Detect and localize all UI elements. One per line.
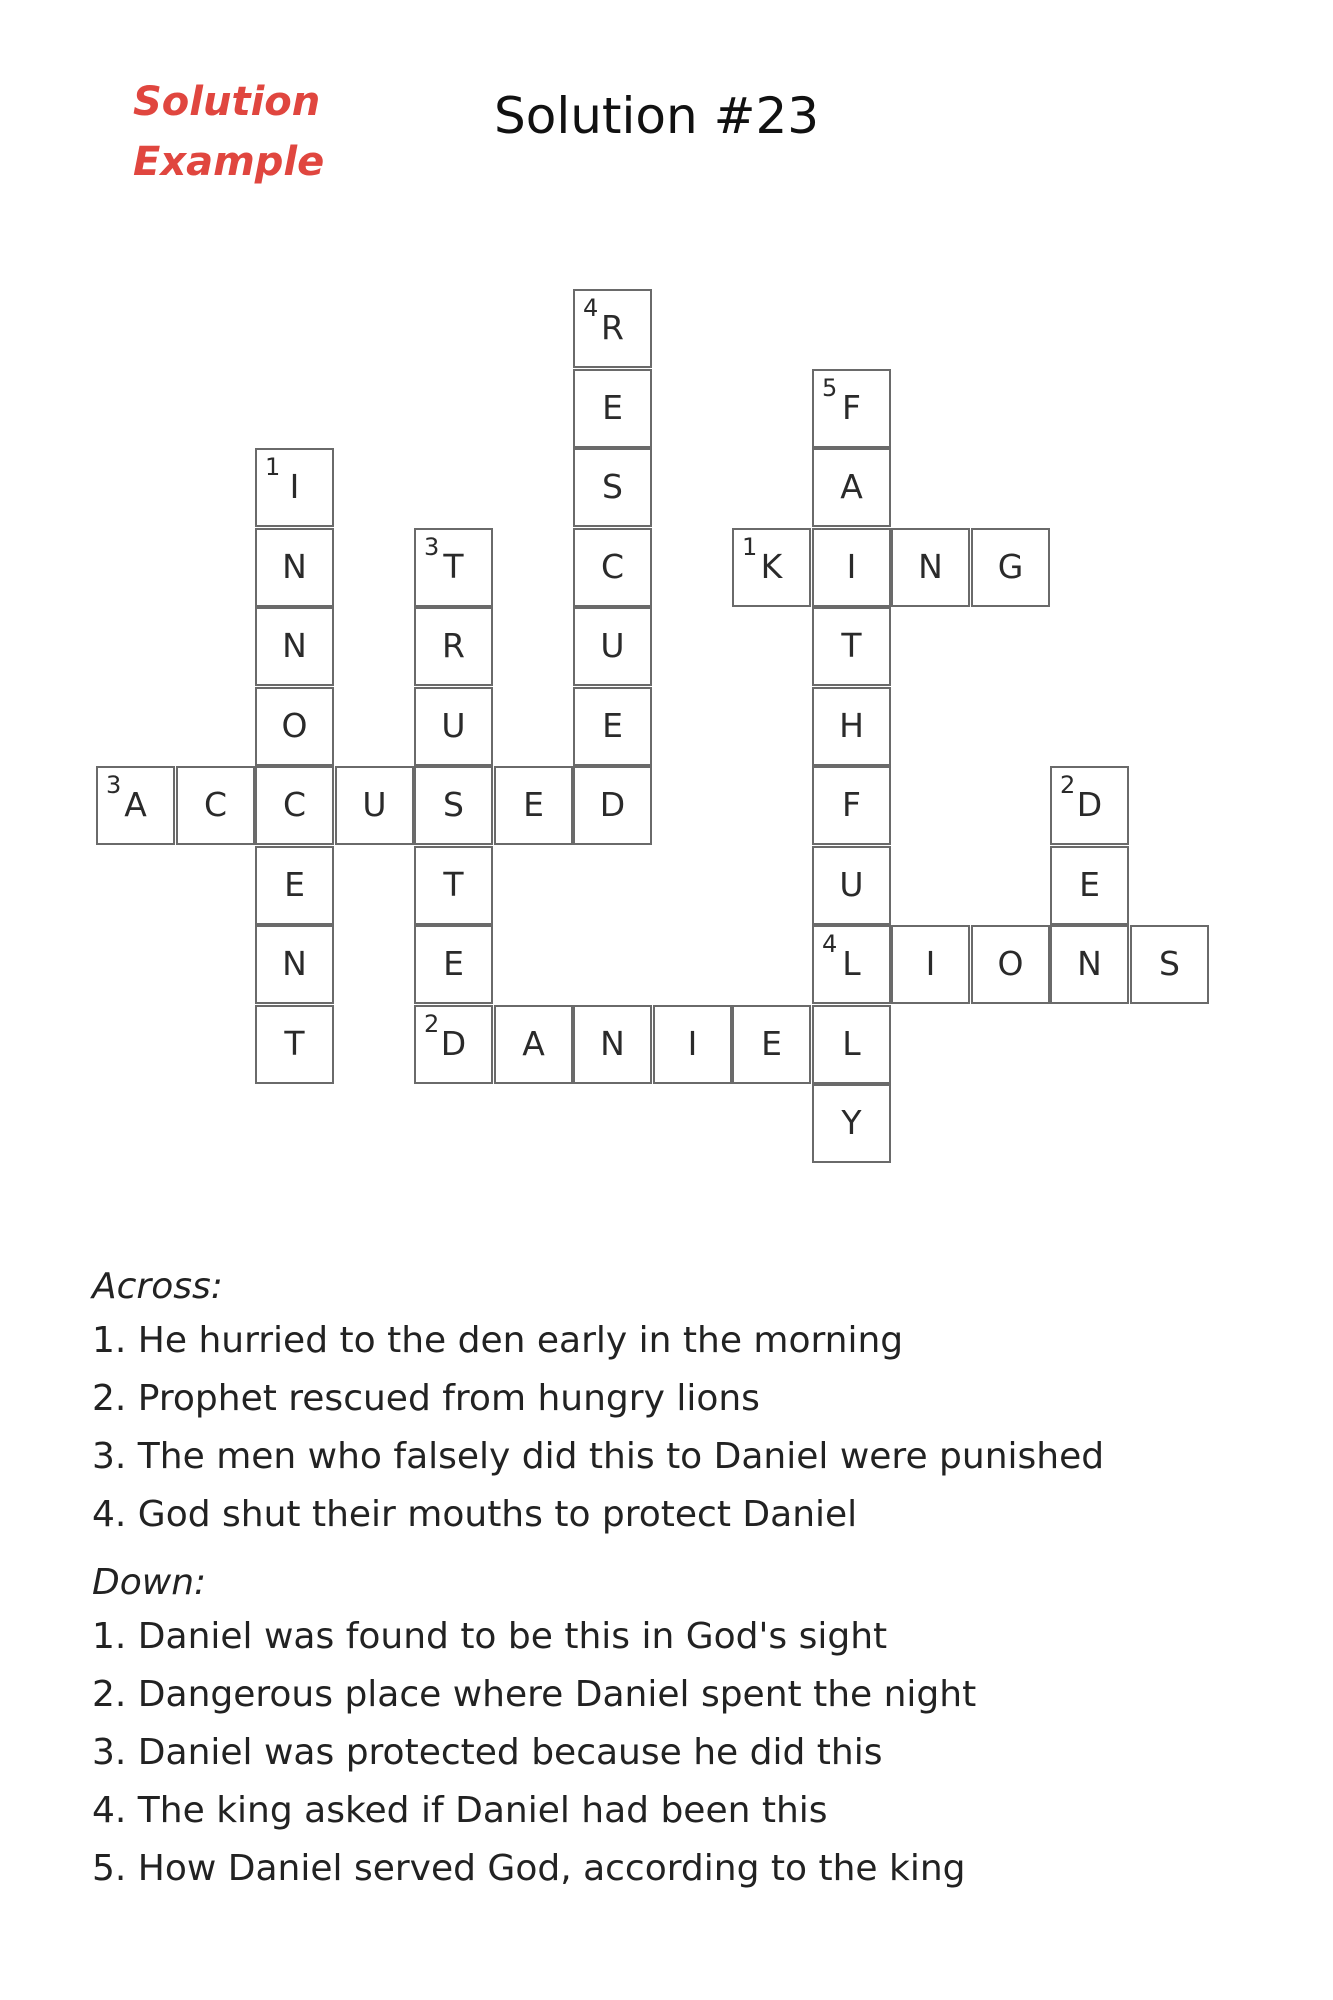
cell-letter: Y — [841, 1103, 862, 1142]
grid-cell — [255, 846, 334, 925]
grid-cell — [96, 766, 175, 845]
grid-cell — [573, 289, 652, 368]
grid-cell — [414, 925, 493, 1004]
grid-cell — [812, 607, 891, 686]
down-clue-list — [92, 1608, 1272, 1898]
cell-letter: C — [600, 547, 625, 586]
cell-letter: G — [997, 547, 1024, 586]
cell-letter: K — [760, 547, 783, 586]
cell-letter: O — [281, 706, 308, 745]
clue-number: 1 — [265, 453, 281, 481]
grid-cell — [414, 1005, 493, 1084]
cell-letter: E — [602, 706, 623, 745]
grid-cell — [891, 528, 970, 607]
grid-cell — [414, 846, 493, 925]
across-clue-2: 2. Prophet rescued from hungry lions — [92, 1378, 760, 1419]
cell-letter: F — [842, 785, 861, 824]
cell-letter: I — [846, 547, 857, 586]
cell-letter: T — [841, 626, 862, 665]
cell-letter: I — [289, 467, 300, 506]
cell-letter: L — [842, 1024, 861, 1063]
label-line-2: Example — [133, 139, 325, 185]
grid-cell — [573, 687, 652, 766]
grid-cell — [573, 1005, 652, 1084]
grid-cell — [1050, 846, 1129, 925]
clue-number: 5 — [822, 374, 838, 402]
cell-letter: U — [362, 785, 387, 824]
grid-cell — [573, 607, 652, 686]
cell-letter: E — [602, 388, 623, 427]
grid-cell — [1130, 925, 1209, 1004]
down-clue-5: 5. How Daniel served God, according to the king — [92, 1848, 966, 1889]
cell-letter: T — [443, 547, 464, 586]
grid-cell — [255, 925, 334, 1004]
clue-number: 2 — [424, 1010, 440, 1038]
grid-cell — [812, 448, 891, 527]
grid-cell — [812, 687, 891, 766]
cell-letter: N — [282, 626, 307, 665]
cell-letter: E — [284, 865, 305, 904]
grid-cell — [732, 528, 811, 607]
grid-cell — [335, 766, 414, 845]
grid-cell — [414, 528, 493, 607]
grid-cell — [255, 1005, 334, 1084]
cell-letter: A — [840, 467, 863, 506]
cell-letter: R — [442, 626, 465, 665]
clue-number: 1 — [742, 533, 758, 561]
grid-cell — [971, 925, 1050, 1004]
grid-cell — [812, 528, 891, 607]
page-title: Solution #23 — [494, 87, 820, 145]
label-line-1: Solution — [133, 79, 321, 125]
cell-letter: E — [761, 1024, 782, 1063]
cell-letter: D — [1076, 785, 1103, 824]
grid-cell — [494, 1005, 573, 1084]
grid-cell — [573, 528, 652, 607]
cell-letter: N — [600, 1024, 625, 1063]
grid-cell — [414, 766, 493, 845]
grid-cell — [255, 448, 334, 527]
cell-letter: D — [440, 1024, 467, 1063]
grid-cell — [812, 925, 891, 1004]
clue-number: 4 — [583, 294, 599, 322]
cell-letter: N — [1077, 944, 1102, 983]
clues-section — [92, 1262, 1272, 1898]
grid-cell — [573, 448, 652, 527]
cell-letter: N — [918, 547, 943, 586]
down-heading: Down: — [92, 1562, 207, 1603]
cell-letter: C — [282, 785, 307, 824]
down-clue-4: 4. The king asked if Daniel had been this — [92, 1790, 828, 1831]
cell-letter: U — [839, 865, 864, 904]
grid-cell — [414, 687, 493, 766]
down-clue-1: 1. Daniel was found to be this in God's sight — [92, 1616, 888, 1657]
cell-letter: S — [1159, 944, 1180, 983]
grid-cell — [176, 766, 255, 845]
across-heading: Across: — [92, 1266, 223, 1307]
down-clue-2: 2. Dangerous place where Daniel spent the night — [92, 1674, 977, 1715]
cell-letter: I — [925, 944, 936, 983]
cell-letter: E — [1079, 865, 1100, 904]
down-clue-3: 3. Daniel was protected because he did this — [92, 1732, 883, 1773]
grid-cell — [732, 1005, 811, 1084]
cell-letter: U — [600, 626, 625, 665]
grid-cell — [1050, 925, 1129, 1004]
across-clue-list — [92, 1312, 1272, 1544]
grid-cell — [653, 1005, 732, 1084]
cell-letter: T — [443, 865, 464, 904]
grid-cell — [812, 766, 891, 845]
cell-letter: S — [602, 467, 623, 506]
grid-cell — [971, 528, 1050, 607]
grid-cell — [255, 607, 334, 686]
clue-number: 3 — [424, 533, 440, 561]
grid-cell — [255, 766, 334, 845]
cell-letter: C — [203, 785, 228, 824]
cell-letter: N — [282, 547, 307, 586]
grid-cell — [812, 846, 891, 925]
grid-cell — [812, 1005, 891, 1084]
cell-letter: H — [839, 706, 864, 745]
grid-cell — [414, 607, 493, 686]
cell-letter: N — [282, 944, 307, 983]
grid-cell — [255, 528, 334, 607]
cell-letter: E — [443, 944, 464, 983]
grid-cell — [812, 369, 891, 448]
cell-letter: L — [842, 944, 861, 983]
cell-letter: I — [687, 1024, 698, 1063]
cell-letter: T — [284, 1024, 305, 1063]
grid-cell — [1050, 766, 1129, 845]
cell-letter: U — [441, 706, 466, 745]
cell-letter: A — [124, 785, 147, 824]
grid-cell — [891, 925, 970, 1004]
grid-cell — [573, 369, 652, 448]
cell-letter: E — [523, 785, 544, 824]
cell-letter: D — [599, 785, 626, 824]
grid-cell — [812, 1084, 891, 1163]
clue-number: 4 — [822, 930, 838, 958]
cell-letter: S — [443, 785, 464, 824]
grid-cell — [573, 766, 652, 845]
clue-number: 3 — [106, 771, 122, 799]
cell-letter: R — [601, 308, 624, 347]
grid-cell — [255, 687, 334, 766]
clue-number: 2 — [1060, 771, 1076, 799]
across-clue-3: 3. The men who falsely did this to Daniel were punished — [92, 1436, 1105, 1477]
grid-cell — [494, 766, 573, 845]
across-clue-1: 1. He hurried to the den early in the morning — [92, 1320, 904, 1361]
across-clue-4: 4. God shut their mouths to protect Daniel — [92, 1494, 858, 1535]
cell-letter: O — [997, 944, 1024, 983]
cell-letter: A — [522, 1024, 545, 1063]
cell-letter: F — [842, 388, 861, 427]
